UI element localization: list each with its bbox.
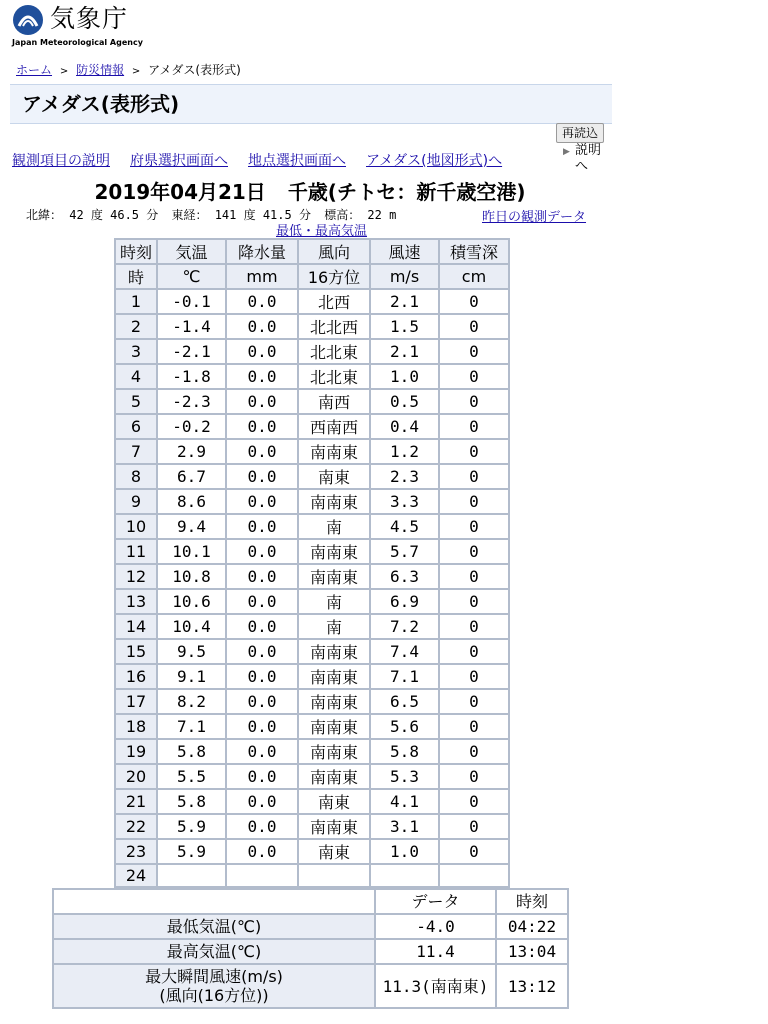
hour-cell: 24 [115, 864, 157, 887]
summary-label: 最低気温(℃) [53, 914, 375, 939]
daily-summary-table [52, 888, 569, 1009]
snow-depth-cell: 0 [439, 664, 509, 689]
hour-cell: 14 [115, 614, 157, 639]
nav-item-prefecture-select[interactable]: 府県選択画面へ [130, 153, 228, 169]
temperature-cell: -1.4 [157, 314, 226, 339]
snow-depth-cell: 0 [439, 689, 509, 714]
precipitation-cell: 0.0 [226, 539, 298, 564]
precipitation-cell: 0.0 [226, 814, 298, 839]
column-unit: 時 [115, 264, 157, 289]
table-row [115, 439, 509, 464]
precipitation-cell: 0.0 [226, 764, 298, 789]
hour-cell: 4 [115, 364, 157, 389]
snow-depth-cell: 0 [439, 639, 509, 664]
snow-depth-cell: 0 [439, 789, 509, 814]
summary-value: 11.4 [375, 939, 496, 964]
breadcrumb-separator: > [131, 66, 141, 77]
temperature-cell: 5.8 [157, 789, 226, 814]
table-row [115, 664, 509, 689]
wind-direction-cell: 南南東 [298, 439, 370, 464]
temperature-cell: 10.1 [157, 539, 226, 564]
snow-depth-cell: 0 [439, 764, 509, 789]
precipitation-cell: 0.0 [226, 639, 298, 664]
wind-direction-cell: 北西 [298, 289, 370, 314]
snow-depth-cell: 0 [439, 564, 509, 589]
wind-direction-cell: 南南東 [298, 639, 370, 664]
station-name: 千歳(チトセ：新千歳空港) [287, 180, 526, 204]
breadcrumb-current: アメダス(表形式) [148, 63, 241, 77]
table-row [115, 464, 509, 489]
wind-speed-cell: 3.1 [370, 814, 439, 839]
wind-speed-cell: 3.3 [370, 489, 439, 514]
hour-cell: 23 [115, 839, 157, 864]
nav-item-station-select[interactable]: 地点選択画面へ [248, 153, 346, 169]
breadcrumb [16, 61, 241, 78]
temperature-cell: 9.5 [157, 639, 226, 664]
wind-direction-cell: 南東 [298, 464, 370, 489]
hour-cell: 5 [115, 389, 157, 414]
wind-speed-cell: 2.3 [370, 464, 439, 489]
wind-direction-cell: 南南東 [298, 539, 370, 564]
hour-cell: 22 [115, 814, 157, 839]
wind-direction-cell: 南 [298, 514, 370, 539]
nav-links [12, 150, 522, 170]
hour-cell: 20 [115, 764, 157, 789]
hour-cell: 17 [115, 689, 157, 714]
wind-direction-cell: 南南東 [298, 764, 370, 789]
yesterday-data-link[interactable]: 昨日の観測データ [482, 210, 587, 225]
wind-speed-cell: 2.1 [370, 339, 439, 364]
snow-depth-cell: 0 [439, 739, 509, 764]
precipitation-cell: 0.0 [226, 589, 298, 614]
precipitation-cell: 0.0 [226, 714, 298, 739]
wind-direction-cell [298, 864, 370, 887]
station-heading [0, 176, 620, 205]
logo-text: 気象庁 [50, 4, 129, 33]
wind-speed-cell [370, 864, 439, 887]
wind-speed-cell: 5.3 [370, 764, 439, 789]
table-unit-row [115, 264, 509, 289]
snow-depth-cell: 0 [439, 439, 509, 464]
summary-header-data: データ [375, 889, 496, 914]
column-header: 風速 [370, 239, 439, 264]
logo-subtitle: Japan Meteorological Agency [12, 38, 143, 47]
table-row [115, 689, 509, 714]
temperature-cell: 5.8 [157, 739, 226, 764]
wind-speed-cell: 6.3 [370, 564, 439, 589]
observation-date: 2019年04月21日 [94, 180, 266, 204]
summary-label-line1: 最大瞬間風速(m/s) [145, 967, 283, 986]
latitude: 北緯： 42 度 46.5 分 [26, 208, 159, 222]
snow-depth-cell: 0 [439, 414, 509, 439]
hour-cell: 18 [115, 714, 157, 739]
precipitation-cell: 0.0 [226, 314, 298, 339]
wind-direction-cell: 南南東 [298, 739, 370, 764]
snow-depth-cell: 0 [439, 289, 509, 314]
wind-direction-cell: 南南東 [298, 489, 370, 514]
temperature-cell: 10.4 [157, 614, 226, 639]
precipitation-cell: 0.0 [226, 839, 298, 864]
table-row [115, 564, 509, 589]
table-row [115, 789, 509, 814]
table-row [115, 339, 509, 364]
precipitation-cell: 0.0 [226, 414, 298, 439]
table-row [115, 739, 509, 764]
temperature-cell: 2.9 [157, 439, 226, 464]
table-row [115, 839, 509, 864]
triangle-right-icon: ▶ [563, 147, 570, 157]
hour-cell: 10 [115, 514, 157, 539]
wind-speed-cell: 1.0 [370, 839, 439, 864]
breadcrumb-disaster-link[interactable]: 防災情報 [76, 63, 125, 77]
wind-speed-cell: 4.5 [370, 514, 439, 539]
hour-cell: 11 [115, 539, 157, 564]
precipitation-cell: 0.0 [226, 489, 298, 514]
wind-speed-cell: 5.8 [370, 739, 439, 764]
wind-direction-cell: 北北東 [298, 339, 370, 364]
summary-row-min-temp [53, 914, 568, 939]
summary-time: 04:22 [496, 914, 568, 939]
precipitation-cell: 0.0 [226, 514, 298, 539]
temperature-cell: -2.1 [157, 339, 226, 364]
precipitation-cell: 0.0 [226, 439, 298, 464]
wind-speed-cell: 7.1 [370, 664, 439, 689]
nav-item-description[interactable]: 観測項目の説明 [12, 153, 110, 169]
minmax-temperature-link[interactable]: 最低・最高気温 [276, 224, 368, 239]
temperature-cell: 5.5 [157, 764, 226, 789]
wind-direction-cell: 南東 [298, 839, 370, 864]
wind-speed-cell: 0.4 [370, 414, 439, 439]
observation-table [114, 238, 510, 888]
wind-direction-cell: 南南東 [298, 689, 370, 714]
summary-row-max-gust [53, 964, 568, 1008]
hour-cell: 7 [115, 439, 157, 464]
snow-depth-cell: 0 [439, 814, 509, 839]
temperature-cell: 10.6 [157, 589, 226, 614]
hour-cell: 8 [115, 464, 157, 489]
temperature-cell [157, 864, 226, 887]
summary-header-blank [53, 889, 375, 914]
temperature-cell: 8.2 [157, 689, 226, 714]
temperature-cell: 5.9 [157, 814, 226, 839]
wind-speed-cell: 7.2 [370, 614, 439, 639]
table-row [115, 714, 509, 739]
column-header: 降水量 [226, 239, 298, 264]
wind-speed-cell: 4.1 [370, 789, 439, 814]
column-header: 気温 [157, 239, 226, 264]
snow-depth-cell: 0 [439, 614, 509, 639]
summary-time: 13:12 [496, 964, 568, 1008]
summary-value: -4.0 [375, 914, 496, 939]
hour-cell: 3 [115, 339, 157, 364]
wind-speed-cell: 5.6 [370, 714, 439, 739]
table-row [115, 414, 509, 439]
hour-cell: 6 [115, 414, 157, 439]
wind-direction-cell: 南南東 [298, 714, 370, 739]
breadcrumb-home-link[interactable]: ホーム [16, 63, 53, 77]
column-header: 積雪深 [439, 239, 509, 264]
temperature-cell: 9.1 [157, 664, 226, 689]
column-unit: mm [226, 264, 298, 289]
wind-speed-cell: 5.7 [370, 539, 439, 564]
breadcrumb-separator: > [59, 66, 69, 77]
hour-cell: 15 [115, 639, 157, 664]
elevation: 標高： 22 m [324, 208, 397, 222]
temperature-cell: 8.6 [157, 489, 226, 514]
snow-depth-cell: 0 [439, 339, 509, 364]
temperature-cell: -2.3 [157, 389, 226, 414]
hour-cell: 12 [115, 564, 157, 589]
temperature-cell: -0.1 [157, 289, 226, 314]
jma-logo[interactable] [12, 2, 152, 50]
precipitation-cell: 0.0 [226, 289, 298, 314]
wind-direction-cell: 南南東 [298, 564, 370, 589]
precipitation-cell: 0.0 [226, 564, 298, 589]
help-label: 説明へ [575, 143, 602, 174]
precipitation-cell: 0.0 [226, 389, 298, 414]
snow-depth-cell: 0 [439, 714, 509, 739]
snow-depth-cell: 0 [439, 539, 509, 564]
snow-depth-cell: 0 [439, 514, 509, 539]
hour-cell: 1 [115, 289, 157, 314]
precipitation-cell: 0.0 [226, 339, 298, 364]
wind-speed-cell: 1.5 [370, 314, 439, 339]
snow-depth-cell: 0 [439, 839, 509, 864]
page-title-bar [10, 84, 612, 124]
summary-value: 11.3(南南東) [375, 964, 496, 1008]
table-row [115, 864, 509, 887]
table-row [115, 814, 509, 839]
nav-item-amedas-map[interactable]: アメダス(地図形式)へ [366, 153, 503, 169]
wind-speed-cell: 0.5 [370, 389, 439, 414]
snow-depth-cell: 0 [439, 489, 509, 514]
summary-row-max-temp [53, 939, 568, 964]
hour-cell: 9 [115, 489, 157, 514]
page-title: アメダス(表形式) [22, 92, 180, 116]
precipitation-cell: 0.0 [226, 789, 298, 814]
wind-direction-cell: 西南西 [298, 414, 370, 439]
wind-direction-cell: 南南東 [298, 664, 370, 689]
wind-speed-cell: 6.9 [370, 589, 439, 614]
wind-direction-cell: 南南東 [298, 814, 370, 839]
snow-depth-cell [439, 864, 509, 887]
table-row [115, 489, 509, 514]
summary-label-line2: (風向(16方位)) [159, 986, 269, 1005]
temperature-cell: 6.7 [157, 464, 226, 489]
snow-depth-cell: 0 [439, 464, 509, 489]
precipitation-cell: 0.0 [226, 364, 298, 389]
temperature-cell: 10.8 [157, 564, 226, 589]
temperature-cell: 9.4 [157, 514, 226, 539]
wind-speed-cell: 2.1 [370, 289, 439, 314]
summary-label [53, 964, 375, 1008]
wind-speed-cell: 1.2 [370, 439, 439, 464]
snow-depth-cell: 0 [439, 314, 509, 339]
snow-depth-cell: 0 [439, 389, 509, 414]
precipitation-cell: 0.0 [226, 739, 298, 764]
precipitation-cell: 0.0 [226, 614, 298, 639]
longitude: 東経： 141 度 41.5 分 [171, 208, 311, 222]
temperature-cell: -1.8 [157, 364, 226, 389]
table-row [115, 614, 509, 639]
column-unit: m/s [370, 264, 439, 289]
column-unit: 16方位 [298, 264, 370, 289]
wind-direction-cell: 南 [298, 614, 370, 639]
summary-header-time: 時刻 [496, 889, 568, 914]
table-row [115, 389, 509, 414]
jma-logo-icon [12, 4, 44, 36]
column-header: 時刻 [115, 239, 157, 264]
table-row [115, 364, 509, 389]
temperature-cell: 7.1 [157, 714, 226, 739]
temperature-cell: -0.2 [157, 414, 226, 439]
column-header: 風向 [298, 239, 370, 264]
hour-cell: 2 [115, 314, 157, 339]
table-row [115, 589, 509, 614]
wind-speed-cell: 7.4 [370, 639, 439, 664]
hour-cell: 13 [115, 589, 157, 614]
hour-cell: 21 [115, 789, 157, 814]
summary-header-row [53, 889, 568, 914]
table-header-row [115, 239, 509, 264]
table-row [115, 314, 509, 339]
table-row [115, 289, 509, 314]
precipitation-cell [226, 864, 298, 887]
snow-depth-cell: 0 [439, 364, 509, 389]
table-row [115, 764, 509, 789]
wind-direction-cell: 北北西 [298, 314, 370, 339]
precipitation-cell: 0.0 [226, 664, 298, 689]
table-row [115, 539, 509, 564]
summary-label: 最高気温(℃) [53, 939, 375, 964]
wind-direction-cell: 南 [298, 589, 370, 614]
table-row [115, 514, 509, 539]
precipitation-cell: 0.0 [226, 689, 298, 714]
snow-depth-cell: 0 [439, 589, 509, 614]
wind-speed-cell: 1.0 [370, 364, 439, 389]
hour-cell: 19 [115, 739, 157, 764]
summary-time: 13:04 [496, 939, 568, 964]
precipitation-cell: 0.0 [226, 464, 298, 489]
table-row [115, 639, 509, 664]
wind-direction-cell: 南東 [298, 789, 370, 814]
wind-speed-cell: 6.5 [370, 689, 439, 714]
wind-direction-cell: 南西 [298, 389, 370, 414]
reload-button[interactable]: 再読込 [556, 123, 604, 143]
column-unit: ℃ [157, 264, 226, 289]
wind-direction-cell: 北北東 [298, 364, 370, 389]
temperature-cell: 5.9 [157, 839, 226, 864]
column-unit: cm [439, 264, 509, 289]
hour-cell: 16 [115, 664, 157, 689]
